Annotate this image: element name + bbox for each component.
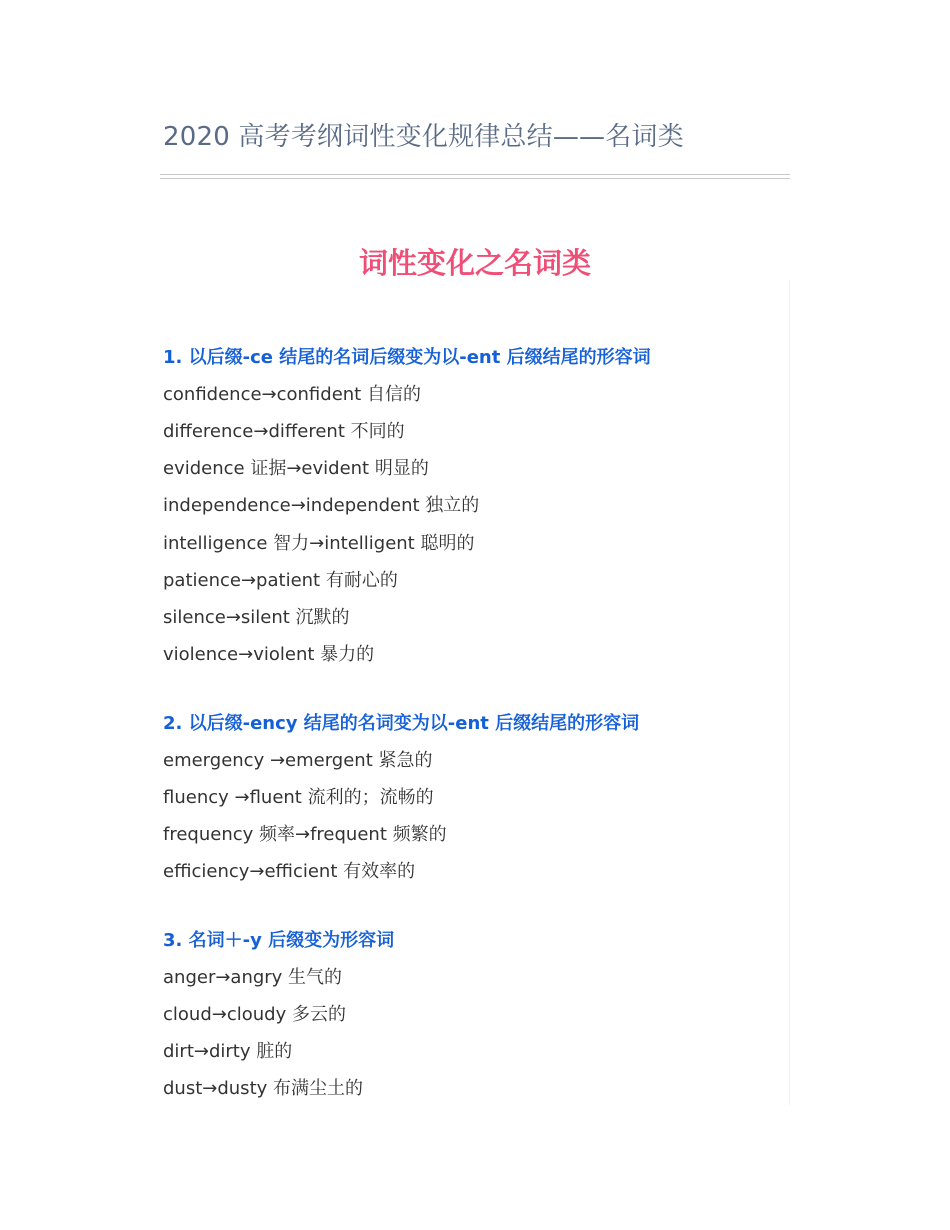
title-divider — [160, 174, 790, 179]
page-title: 2020 高考考纲词性变化规律总结——名词类 — [163, 122, 684, 152]
entry-item: frequency 频率→frequent 频繁的 — [163, 824, 447, 845]
entry-item: evidence 证据→evident 明显的 — [163, 458, 429, 479]
entry-item: emergency →emergent 紧急的 — [163, 750, 433, 771]
entry-item: patience→patient 有耐心的 — [163, 570, 398, 591]
entry-item: efficiency→efficient 有效率的 — [163, 861, 416, 882]
entry-item: dust→dusty 布满尘土的 — [163, 1078, 363, 1099]
entry-item: intelligence 智力→intelligent 聪明的 — [163, 533, 475, 554]
entry-item: difference→different 不同的 — [163, 421, 405, 442]
entry-item: violence→violent 暴力的 — [163, 644, 375, 665]
entry-item: fluency →fluent 流利的；流畅的 — [163, 787, 434, 808]
entry-item: cloud→cloudy 多云的 — [163, 1004, 346, 1025]
entry-item: independence→independent 独立的 — [163, 495, 480, 516]
section-heading-1: 1. 以后缀-ce 结尾的名词后缀变为以-ent 后缀结尾的形容词 — [163, 347, 651, 368]
section-heading-2: 2. 以后缀-ency 结尾的名词变为以-ent 后缀结尾的形容词 — [163, 713, 640, 734]
entry-item: anger→angry 生气的 — [163, 967, 343, 988]
article-title: 词性变化之名词类 — [358, 246, 591, 280]
entry-item: silence→silent 沉默的 — [163, 607, 350, 628]
entry-item: confidence→confident 自信的 — [163, 384, 421, 405]
content-border — [789, 280, 790, 1105]
section-heading-3: 3. 名词＋-y 后缀变为形容词 — [163, 930, 395, 951]
entry-item: dirt→dirty 脏的 — [163, 1041, 293, 1062]
